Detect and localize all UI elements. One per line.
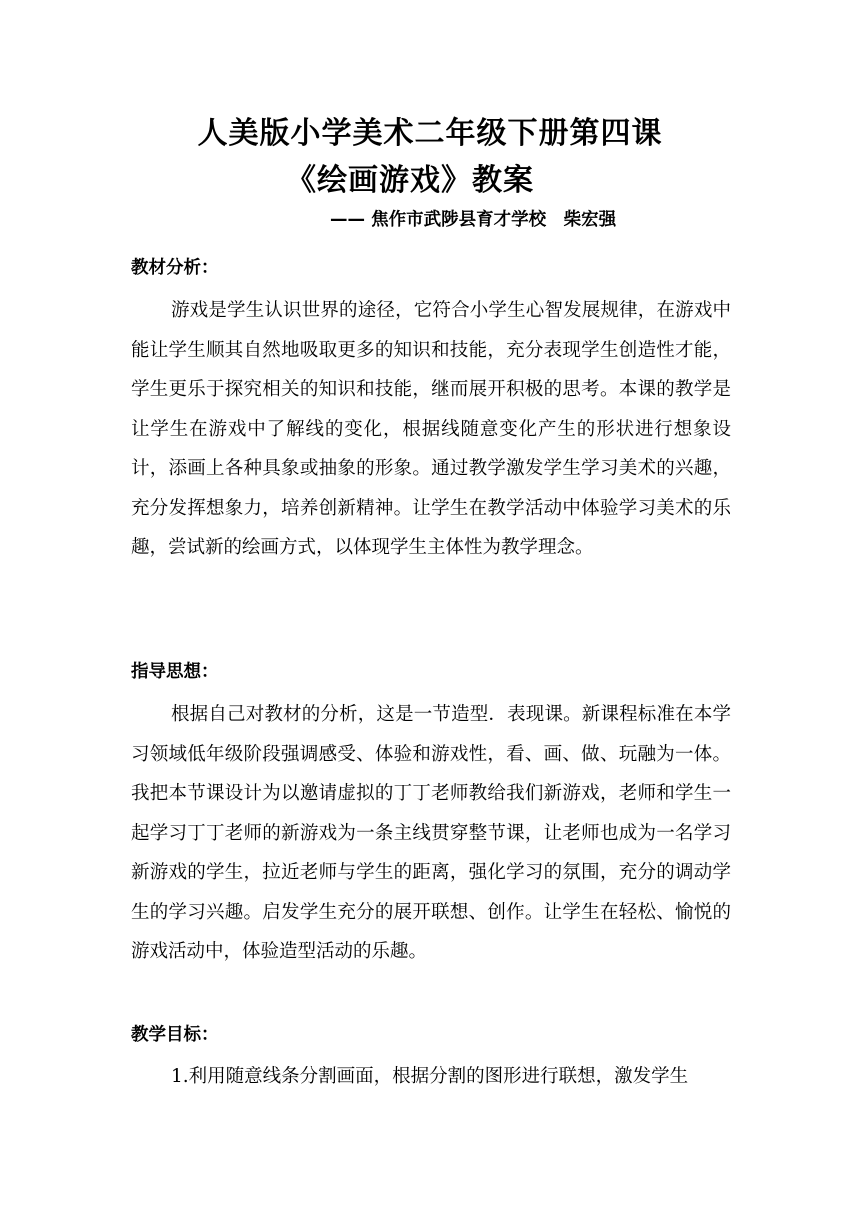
document-title-line2: 《绘画游戏》教案 [286,163,534,198]
section-heading-analysis: 教材分析： [131,258,219,278]
author-line: —— 焦作市武陟县育才学校 柴宏强 [330,210,617,230]
section-heading-guidance: 指导思想： [131,662,219,682]
document-title-line1: 人美版小学美术二年级下册第四课 [197,116,663,151]
section-text-guidance: 根据自己对教材的分析，这是一节造型．表现课。新课程标准在本学习领域低年级阶段强调感受、体验和游戏性，看、画、做、玩融为一体。我把本节课设计为以邀请虚拟的丁丁老师教给我们新游戏，老师和学生一起学习丁丁老师的新游戏为一条主线贯穿整节课，让老师也成为一名学习新游戏的学生，拉近老师与学生的距离，强化学习的氛围，充分的调动学生的学习兴趣。启发学生充分的展开联想、创作。让学生在轻松、愉悦的游戏活动中，体验造型活动的乐趣。 [131,704,731,962]
section-heading-objectives: 教学目标： [131,1025,219,1045]
section-text-analysis: 游戏是学生认识世界的途径，它符合小学生心智发展规律，在游戏中能让学生顺其自然地吸取更多的知识和技能，充分表现学生创造性才能，学生更乐于探究相关的知识和技能，继而展开积极的思考。本课的教学是让学生在游戏中了解线的变化，根据线随意变化产生的形状进行想象设计，添画上各种具象或抽象的形象。通过教学激发学生学习美术的兴趣，充分发挥想象力，培养创新精神。让学生在教学活动中体验学习美术的乐趣，尝试新的绘画方式，以体现学生主体性为教学理念。 [131,300,731,558]
section-text-objectives: 1.利用随意线条分割画面，根据分割的图形进行联想，激发学生 [171,1066,689,1087]
